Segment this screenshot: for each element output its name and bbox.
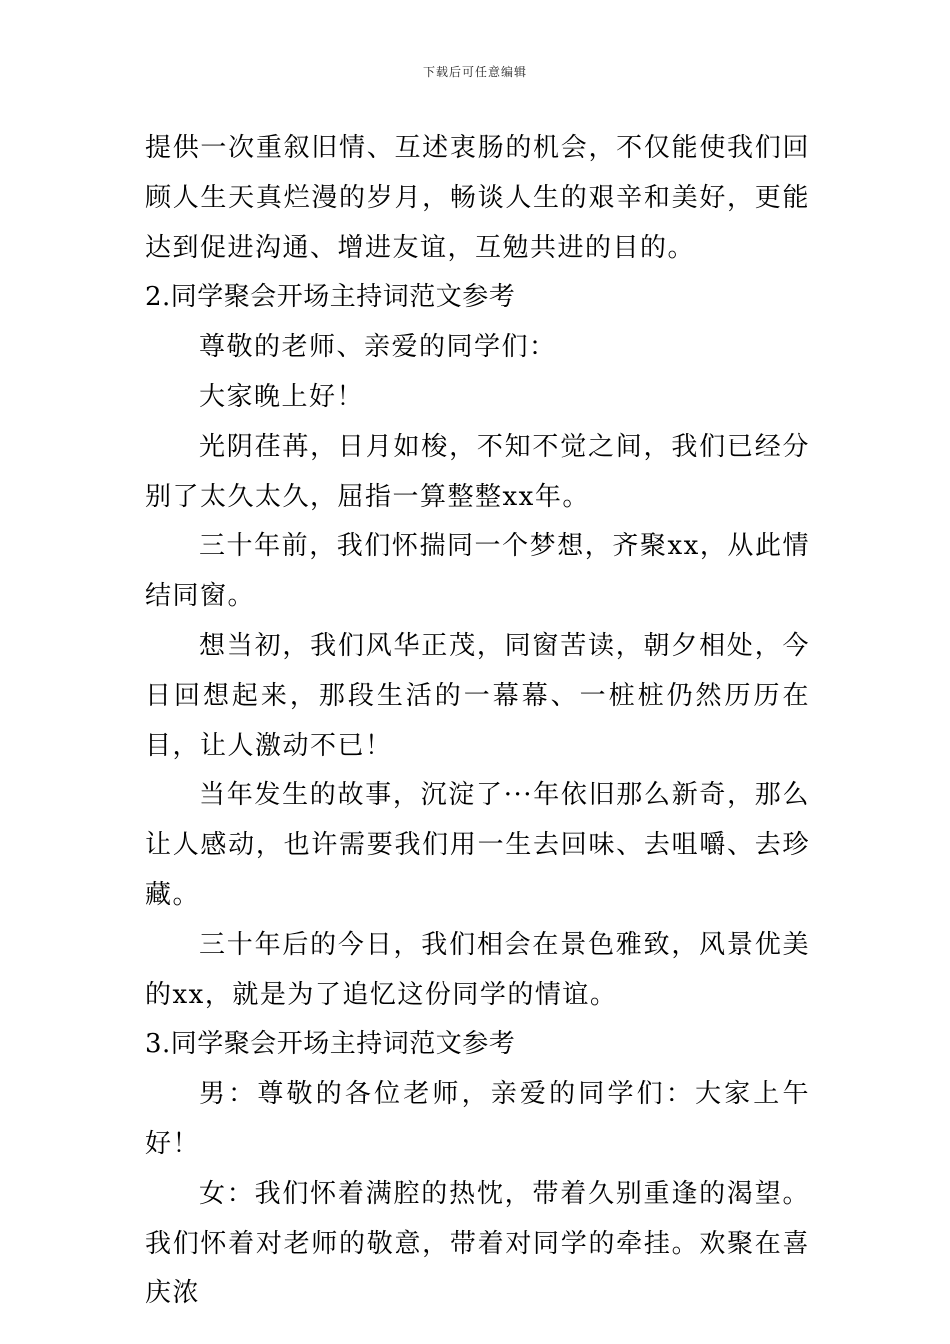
page-header: 下载后可任意编辑 <box>422 65 527 79</box>
paragraph-thirty-years-ago: 三十年前，我们怀揣同一个梦想，齐聚xx，从此情结同窗。 <box>145 531 810 612</box>
paragraph-female-host: 女：我们怀着满腔的热忱，带着久别重逢的渴望。我们怀着对老师的敬意，带着对同学的牵挂。欢聚在喜庆浓 <box>145 1178 810 1309</box>
section-heading-3: 3.同学聚会开场主持词范文参考 <box>145 1029 516 1060</box>
paragraph-stories: 当年发生的故事，沉淀了···年依旧那么新奇，那么让人感动，也许需要我们用一生去回味、去咀嚼、去珍藏。 <box>145 780 810 910</box>
paragraph-time-flies: 光阴荏苒，日月如梭，不知不觉之间，我们已经分别了太久太久，屈指一算整整xx年。 <box>145 431 810 512</box>
paragraph-male-host: 男：尊敬的各位老师，亲爱的同学们：大家上午好！ <box>145 1079 810 1159</box>
section-heading-2: 2.同学聚会开场主持词范文参考 <box>145 282 516 313</box>
paragraph-good-evening: 大家晚上好！ <box>199 381 365 412</box>
paragraph-reunion: 三十年后的今日，我们相会在景色雅致，风景优美的xx，就是为了追忆这份同学的情谊。 <box>145 929 810 1010</box>
paragraph-memories: 想当初，我们风华正茂，同窗苦读，朝夕相处，今日回想起来，那段生活的一幕幕、一桩桩仍然历历在目，让人激动不已！ <box>145 630 810 761</box>
document-body <box>145 124 810 1319</box>
paragraph-greeting: 尊敬的老师、亲爱的同学们： <box>199 332 557 363</box>
paragraph-continuation: 提供一次重叙旧情、互述衷肠的机会，不仅能使我们回顾人生天真烂漫的岁月，畅谈人生的艰辛和美好，更能达到促进沟通、增进友谊，互勉共进的目的。 <box>145 133 810 263</box>
